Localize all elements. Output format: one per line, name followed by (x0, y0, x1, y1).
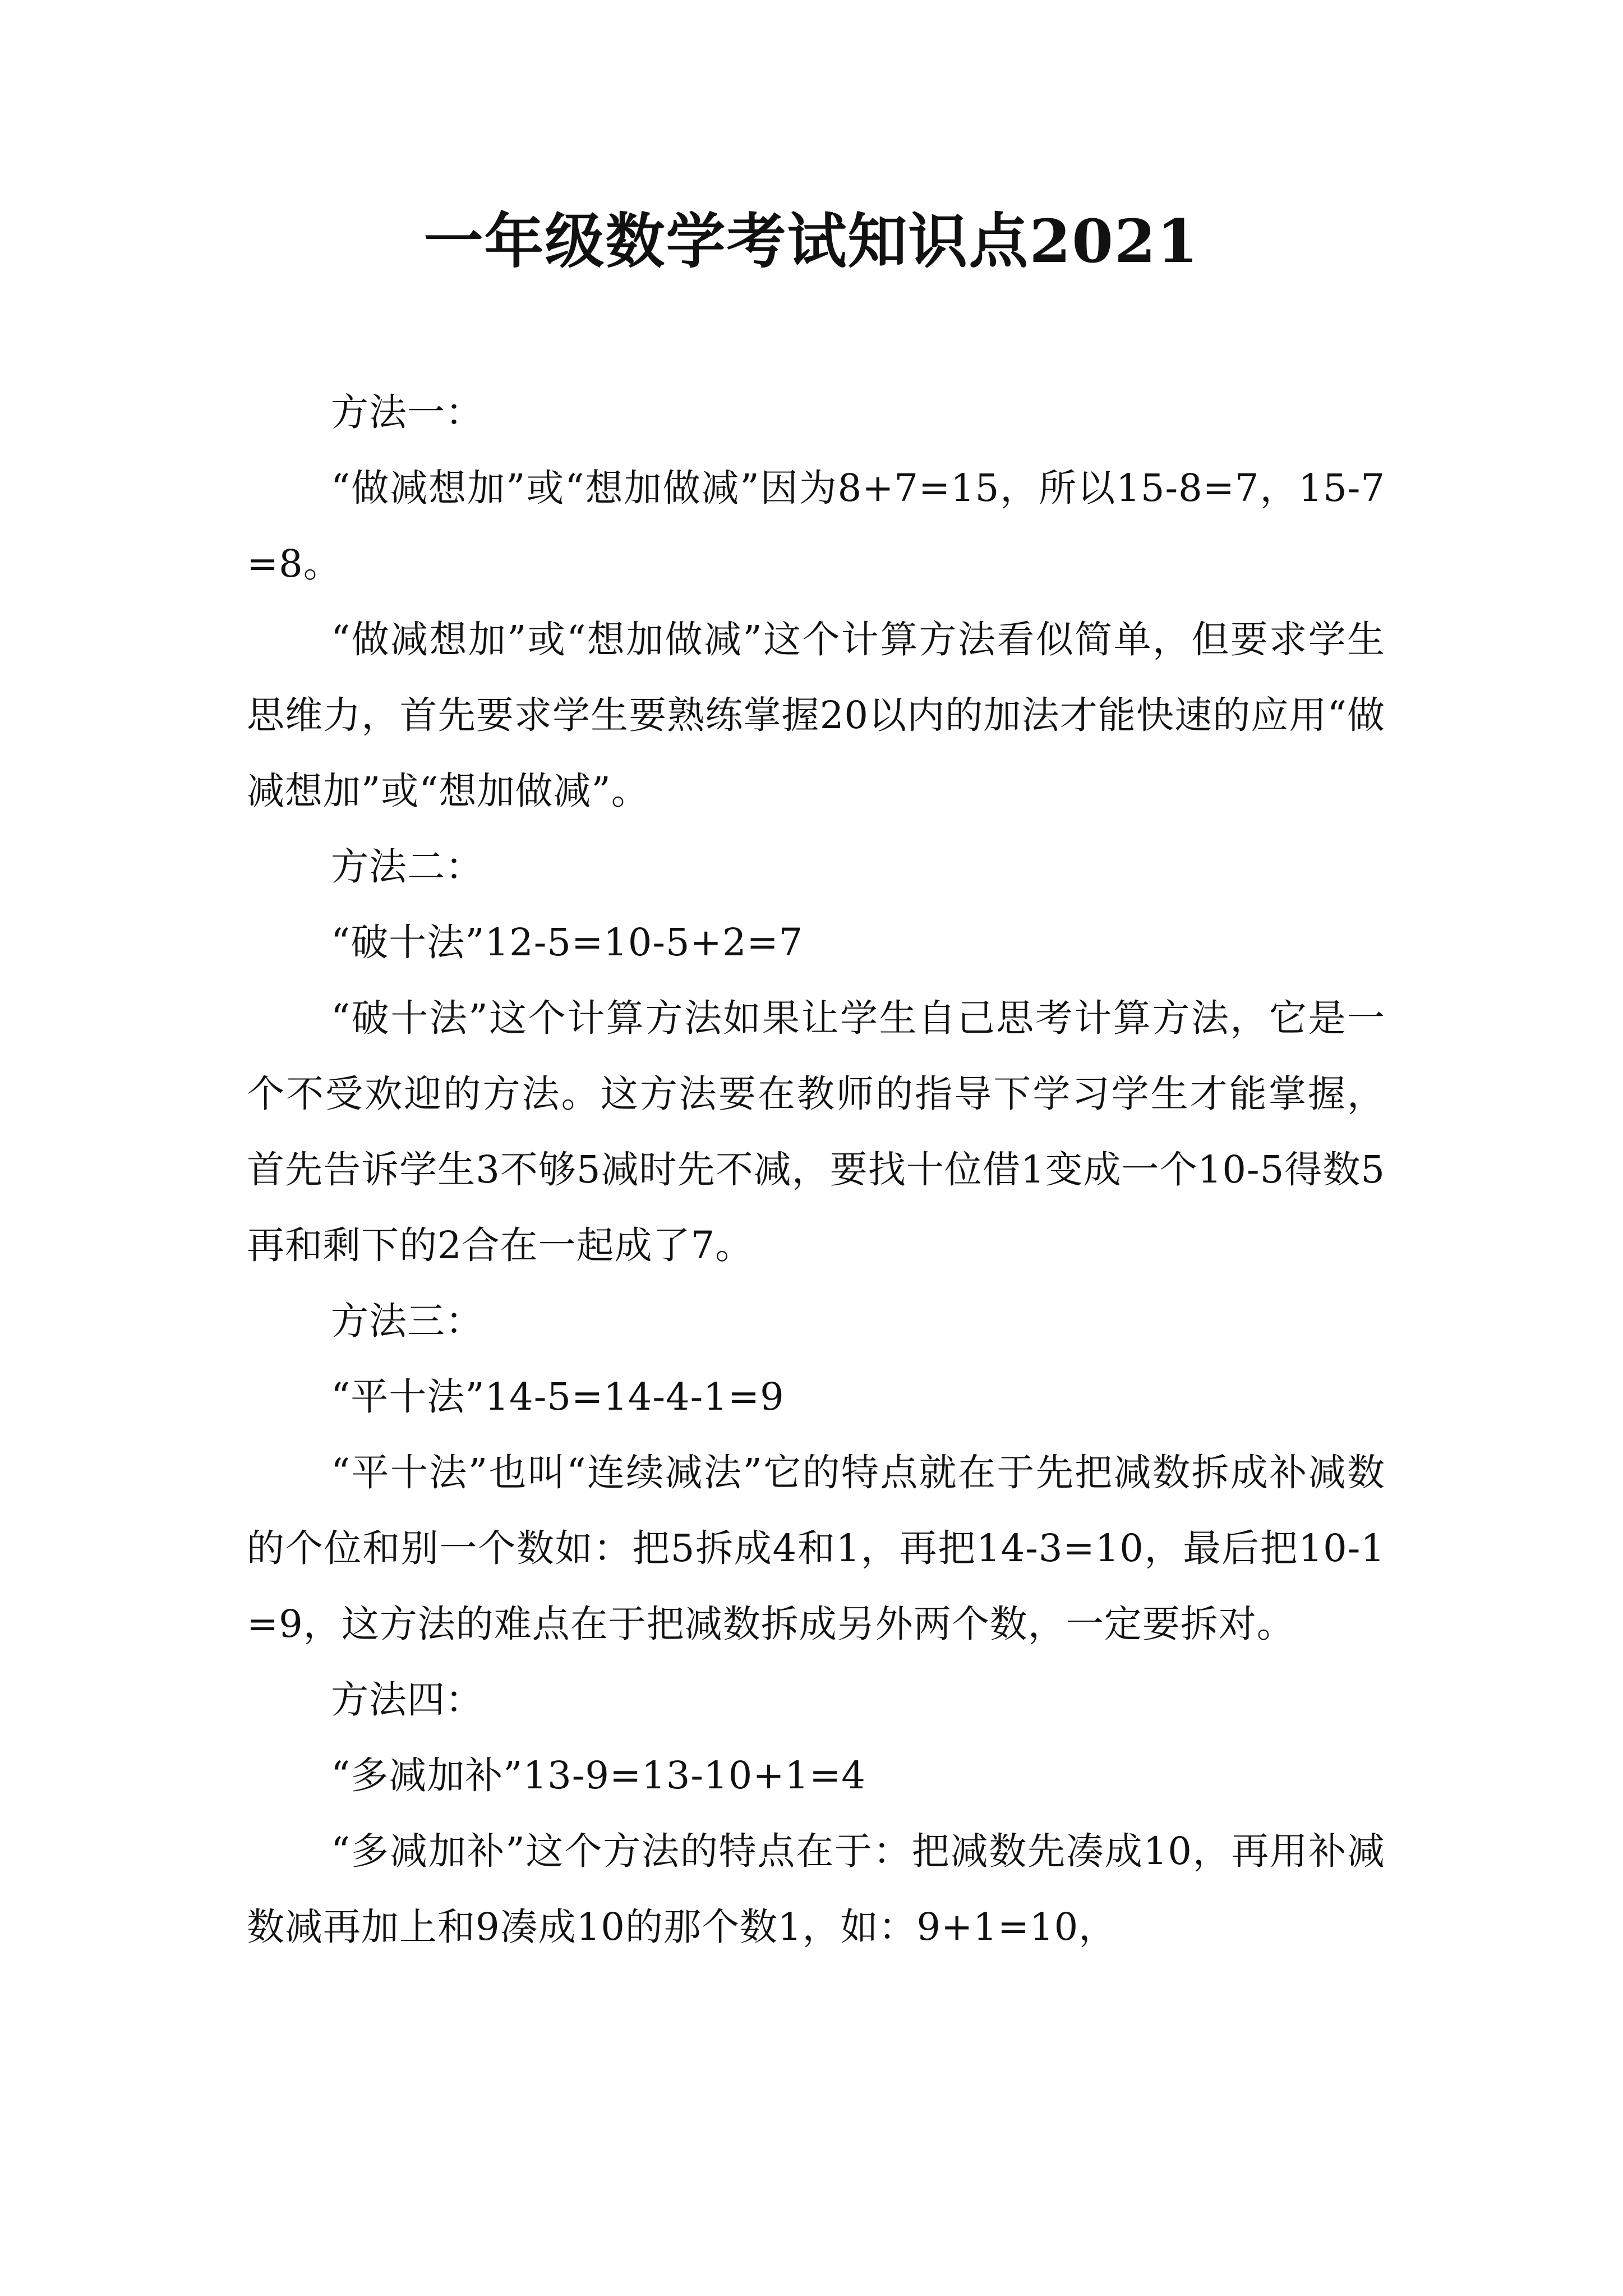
paragraph-method-1-heading: 方法一： (331, 390, 483, 434)
paragraph-method-2-example: “破十法”12-5=10-5+2=7 (331, 921, 804, 964)
paragraph-method-3-heading: 方法三： (331, 1299, 483, 1343)
paragraph-method-1-explanation: “做减想加”或“想加做减”这个计算方法看似简单，但要求学生思维力，首先要求学生要熟练掌握20以内的加法才能快速的应用“做减想加”或“想加做减”。 (247, 618, 1385, 813)
paragraph-method-4-example: “多减加补”13-9=13-10+1=4 (331, 1754, 866, 1797)
paragraph-method-1-example: “做减想加”或“想加做减”因为8+7=15，所以15-8=7，15-7=8。 (247, 466, 1385, 586)
document-body (247, 375, 1385, 1965)
paragraph-method-4-explanation: “多减加补”这个方法的特点在于：把减数先凑成10，再用补减数减再加上和9凑成10的那个数1，如：9+1=10， (247, 1829, 1385, 1949)
paragraph-method-3-example: “平十法”14-5=14-4-1=9 (331, 1375, 785, 1419)
document-title: 一年级数学考试知识点2021 (423, 206, 1200, 276)
paragraph-method-2-explanation: “破十法”这个计算方法如果让学生自己思考计算方法，它是一个不受欢迎的方法。这方法要在教师的指导下学习学生才能掌握，首先告诉学生3不够5减时先不减，要找十位借1变成一个10-5得数5再和剩下的2合在一起成了7。 (247, 996, 1385, 1267)
paragraph-method-3-explanation: “平十法”也叫“连续减法”它的特点就在于先把减数拆成补减数的个位和别一个数如：把5拆成4和1，再把14-3=10，最后把10-1=9，这方法的难点在于把减数拆成另外两个数，一定要拆对。 (247, 1451, 1385, 1646)
paragraph-method-2-heading: 方法二： (331, 845, 483, 889)
paragraph-method-4-heading: 方法四： (331, 1678, 483, 1722)
